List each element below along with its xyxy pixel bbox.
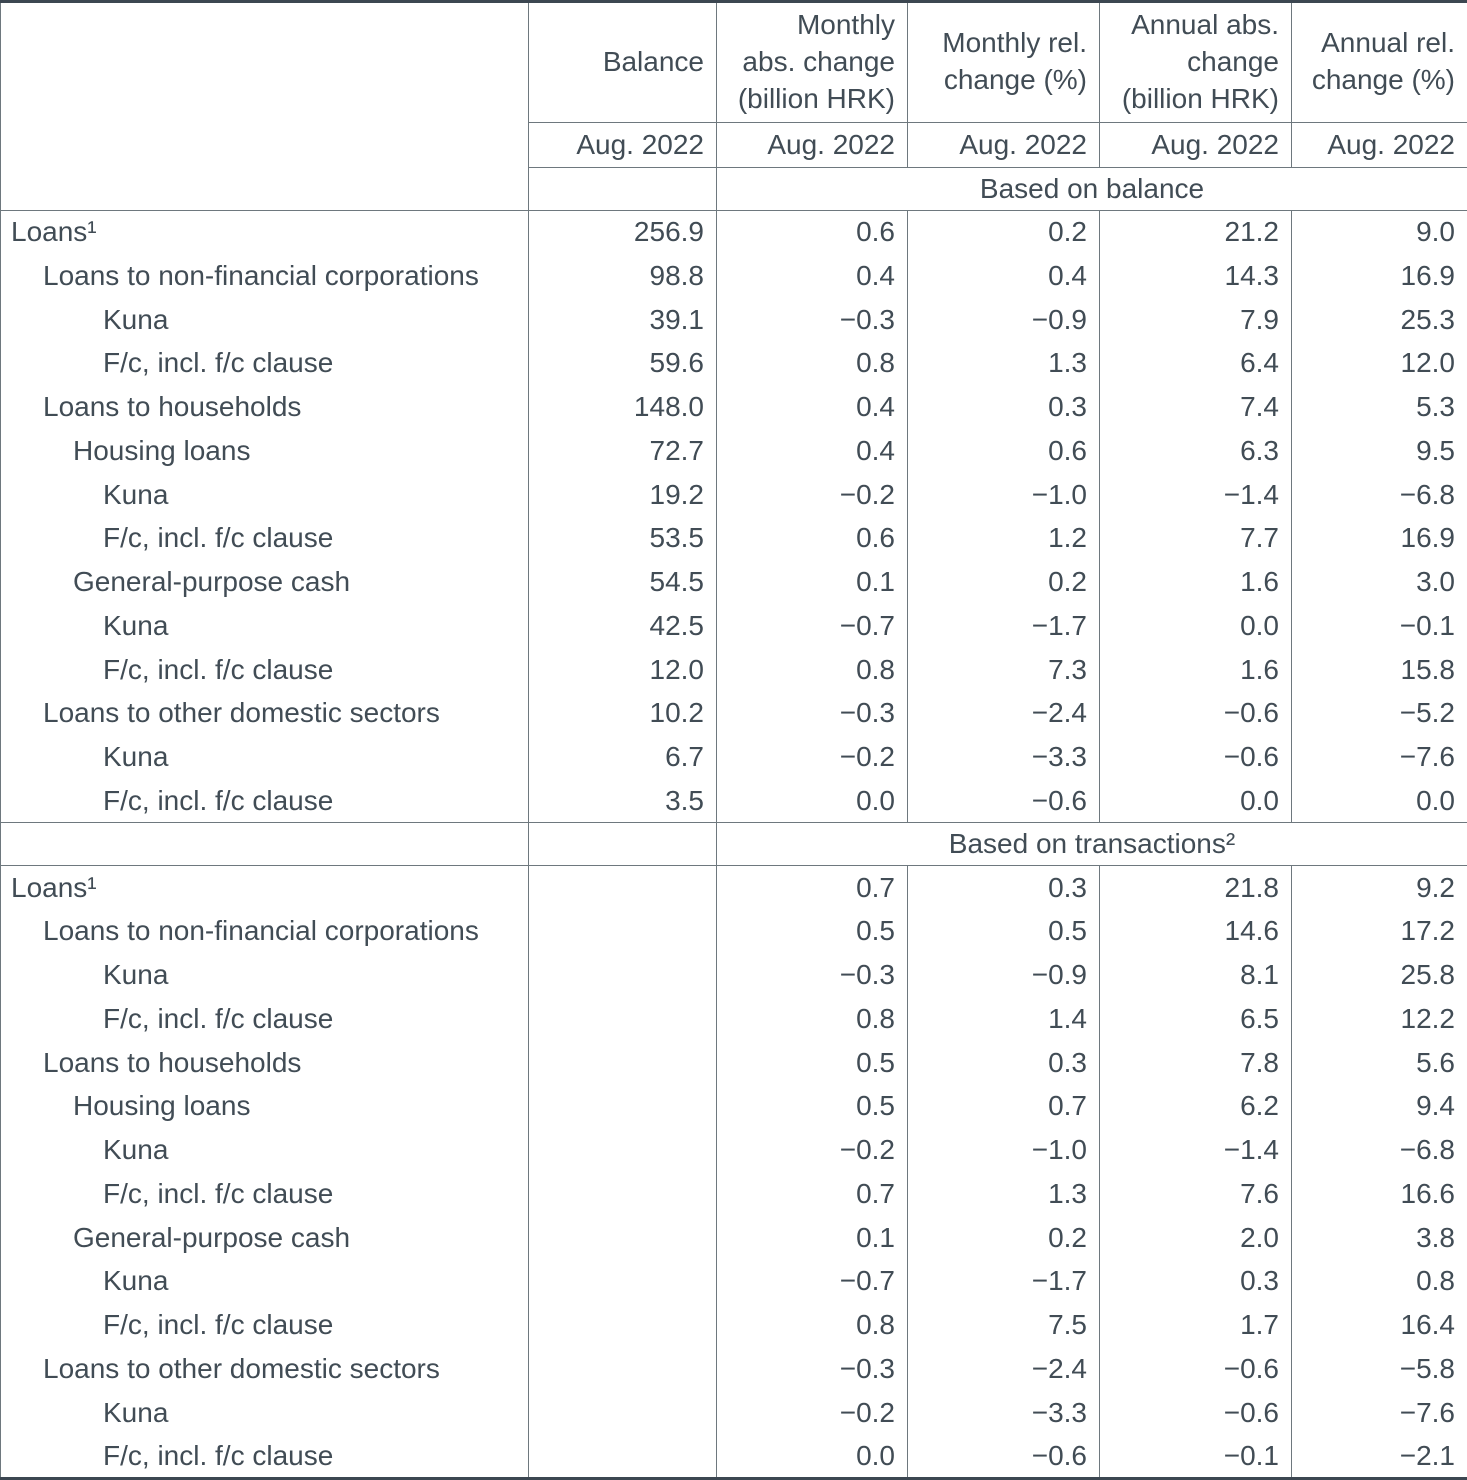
table-body [1,210,1467,1478]
table-row [1,298,1467,342]
cell-balance [529,1435,717,1479]
cell-monthly-abs-change: 0.0 [717,779,908,823]
row-label: Housing loans [1,429,529,473]
cell-annual-abs-change: 1.7 [1100,1303,1292,1347]
table-head [1,2,1467,211]
cell-monthly-abs-change: −0.2 [717,1128,908,1172]
cell-annual-rel-change: 12.2 [1292,997,1467,1041]
row-label: Kuna [1,953,529,997]
cell-annual-abs-change: 6.4 [1100,342,1292,386]
cell-balance [529,866,717,910]
cell-annual-rel-change: −0.1 [1292,604,1467,648]
cell-balance [529,953,717,997]
cell-annual-rel-change: 17.2 [1292,910,1467,954]
cell-monthly-abs-change: −0.3 [717,298,908,342]
table-row [1,735,1467,779]
row-label: General-purpose cash [1,560,529,604]
cell-balance [529,1216,717,1260]
cell-monthly-abs-change: −0.2 [717,735,908,779]
cell-balance: 148.0 [529,385,717,429]
row-label: Loans to other domestic sectors [1,1347,529,1391]
cell-balance: 54.5 [529,560,717,604]
cell-annual-abs-change: 21.8 [1100,866,1292,910]
corner-cell [1,2,529,211]
cell-annual-abs-change: 0.0 [1100,779,1292,823]
table-row [1,779,1467,823]
column-header-balance: Balance [529,2,717,123]
cell-monthly-rel-change: 1.2 [908,517,1100,561]
cell-annual-abs-change: 21.2 [1100,210,1292,254]
cell-balance: 72.7 [529,429,717,473]
row-label: Kuna [1,1391,529,1435]
column-header-annual-rel-change: Annual rel. change (%) [1292,2,1467,123]
cell-balance [529,1347,717,1391]
cell-annual-abs-change: −0.1 [1100,1435,1292,1479]
cell-annual-rel-change: 16.4 [1292,1303,1467,1347]
cell-annual-abs-change: −0.6 [1100,1347,1292,1391]
row-label: Kuna [1,604,529,648]
cell-annual-rel-change: 9.5 [1292,429,1467,473]
cell-balance: 10.2 [529,692,717,736]
cell-annual-abs-change: 7.4 [1100,385,1292,429]
table-row [1,1391,1467,1435]
cell-balance: 256.9 [529,210,717,254]
cell-annual-rel-change: −7.6 [1292,735,1467,779]
row-label: Kuna [1,298,529,342]
row-label: F/c, incl. f/c clause [1,779,529,823]
cell-monthly-abs-change: −0.3 [717,692,908,736]
cell-annual-rel-change: 15.8 [1292,648,1467,692]
empty-balance-cell [529,823,717,866]
cell-monthly-rel-change: −0.9 [908,298,1100,342]
cell-annual-abs-change: 6.5 [1100,997,1292,1041]
cell-annual-abs-change: 2.0 [1100,1216,1292,1260]
cell-annual-rel-change: 3.0 [1292,560,1467,604]
cell-balance: 39.1 [529,298,717,342]
cell-monthly-rel-change: 1.3 [908,1172,1100,1216]
cell-annual-rel-change: 5.6 [1292,1041,1467,1085]
cell-annual-rel-change: 9.2 [1292,866,1467,910]
cell-monthly-abs-change: 0.0 [717,1435,908,1479]
period-header-balance: Aug. 2022 [529,122,717,167]
cell-monthly-abs-change: 0.4 [717,385,908,429]
cell-annual-rel-change: −6.8 [1292,1128,1467,1172]
row-label: Loans¹ [1,210,529,254]
cell-monthly-abs-change: 0.5 [717,1041,908,1085]
cell-annual-abs-change: 6.3 [1100,429,1292,473]
cell-monthly-abs-change: 0.6 [717,517,908,561]
cell-monthly-abs-change: 0.7 [717,1172,908,1216]
cell-monthly-abs-change: 0.8 [717,997,908,1041]
row-label: F/c, incl. f/c clause [1,517,529,561]
table-row [1,1085,1467,1129]
cell-monthly-abs-change: −0.3 [717,953,908,997]
section-title: Based on transactions² [717,823,1467,866]
table-row [1,866,1467,910]
cell-annual-rel-change: 0.0 [1292,779,1467,823]
table-row [1,604,1467,648]
table-row [1,910,1467,954]
cell-monthly-rel-change: 0.7 [908,1085,1100,1129]
cell-monthly-abs-change: 0.7 [717,866,908,910]
cell-annual-abs-change: 7.8 [1100,1041,1292,1085]
cell-annual-rel-change: −7.6 [1292,1391,1467,1435]
table-row [1,1128,1467,1172]
cell-annual-rel-change: 9.0 [1292,210,1467,254]
cell-annual-rel-change: 12.0 [1292,342,1467,386]
table-row [1,1347,1467,1391]
cell-monthly-rel-change: −0.6 [908,779,1100,823]
row-label: Kuna [1,735,529,779]
row-label: Loans¹ [1,866,529,910]
header-row-titles [1,2,1467,123]
row-label: Kuna [1,473,529,517]
cell-balance [529,1172,717,1216]
cell-annual-abs-change: 0.0 [1100,604,1292,648]
row-label: Loans to households [1,1041,529,1085]
cell-annual-rel-change: −2.1 [1292,1435,1467,1479]
row-label: F/c, incl. f/c clause [1,648,529,692]
cell-monthly-rel-change: 1.3 [908,342,1100,386]
cell-annual-rel-change: −5.8 [1292,1347,1467,1391]
table-row [1,1435,1467,1479]
column-header-monthly-rel-change: Monthly rel. change (%) [908,2,1100,123]
cell-monthly-rel-change: −1.0 [908,473,1100,517]
cell-balance: 42.5 [529,604,717,648]
cell-balance [529,997,717,1041]
cell-balance [529,1085,717,1129]
cell-monthly-rel-change: 0.4 [908,254,1100,298]
cell-monthly-abs-change: −0.7 [717,604,908,648]
cell-monthly-abs-change: 0.4 [717,254,908,298]
row-label: Housing loans [1,1085,529,1129]
column-header-monthly-abs-change: Monthly abs. change (billion HRK) [717,2,908,123]
cell-annual-rel-change: 25.8 [1292,953,1467,997]
cell-monthly-abs-change: 0.5 [717,910,908,954]
cell-balance: 6.7 [529,735,717,779]
cell-annual-abs-change: 14.6 [1100,910,1292,954]
table-row [1,210,1467,254]
cell-monthly-abs-change: −0.3 [717,1347,908,1391]
empty-label-cell [1,823,529,866]
cell-monthly-abs-change: −0.2 [717,473,908,517]
cell-monthly-abs-change: 0.8 [717,1303,908,1347]
cell-monthly-abs-change: 0.8 [717,342,908,386]
cell-annual-rel-change: −6.8 [1292,473,1467,517]
table-row [1,692,1467,736]
cell-monthly-rel-change: 0.2 [908,210,1100,254]
period-header-monthly-abs-change: Aug. 2022 [717,122,908,167]
period-header-annual-abs-change: Aug. 2022 [1100,122,1292,167]
table-row [1,1172,1467,1216]
cell-monthly-rel-change: 7.5 [908,1303,1100,1347]
cell-annual-rel-change: 16.9 [1292,517,1467,561]
cell-monthly-rel-change: −2.4 [908,1347,1100,1391]
table-row [1,1260,1467,1304]
table-row [1,648,1467,692]
cell-monthly-rel-change: 0.3 [908,866,1100,910]
cell-annual-rel-change: 16.6 [1292,1172,1467,1216]
row-label: Kuna [1,1128,529,1172]
empty-balance-cell [529,167,717,210]
cell-monthly-rel-change: 1.4 [908,997,1100,1041]
cell-monthly-abs-change: −0.7 [717,1260,908,1304]
cell-monthly-rel-change: −1.7 [908,1260,1100,1304]
row-label: General-purpose cash [1,1216,529,1260]
cell-monthly-rel-change: −1.7 [908,604,1100,648]
cell-monthly-rel-change: −0.9 [908,953,1100,997]
cell-annual-abs-change: 7.6 [1100,1172,1292,1216]
row-label: F/c, incl. f/c clause [1,342,529,386]
cell-balance: 98.8 [529,254,717,298]
cell-annual-rel-change: 5.3 [1292,385,1467,429]
cell-balance [529,1391,717,1435]
cell-balance [529,1128,717,1172]
table-row [1,517,1467,561]
cell-monthly-rel-change: −3.3 [908,1391,1100,1435]
cell-balance [529,1041,717,1085]
cell-balance: 53.5 [529,517,717,561]
table-row [1,1216,1467,1260]
table-row [1,254,1467,298]
cell-monthly-abs-change: 0.5 [717,1085,908,1129]
cell-balance [529,1303,717,1347]
row-label: Loans to households [1,385,529,429]
table-row [1,997,1467,1041]
row-label: Loans to non-financial corporations [1,254,529,298]
cell-balance: 19.2 [529,473,717,517]
cell-monthly-abs-change: −0.2 [717,1391,908,1435]
cell-annual-abs-change: −0.6 [1100,1391,1292,1435]
cell-annual-rel-change: −5.2 [1292,692,1467,736]
cell-annual-rel-change: 25.3 [1292,298,1467,342]
table-row [1,385,1467,429]
row-label: F/c, incl. f/c clause [1,1303,529,1347]
cell-monthly-rel-change: 0.2 [908,1216,1100,1260]
cell-annual-abs-change: 1.6 [1100,648,1292,692]
cell-annual-abs-change: 7.9 [1100,298,1292,342]
row-label: F/c, incl. f/c clause [1,1172,529,1216]
cell-monthly-abs-change: 0.1 [717,1216,908,1260]
table-row [1,560,1467,604]
cell-balance [529,1260,717,1304]
cell-monthly-abs-change: 0.1 [717,560,908,604]
table-row [1,429,1467,473]
period-header-monthly-rel-change: Aug. 2022 [908,122,1100,167]
cell-monthly-rel-change: 0.5 [908,910,1100,954]
cell-annual-abs-change: 14.3 [1100,254,1292,298]
column-header-annual-abs-change: Annual abs. change (billion HRK) [1100,2,1292,123]
cell-monthly-rel-change: 0.2 [908,560,1100,604]
cell-annual-abs-change: −0.6 [1100,735,1292,779]
cell-annual-abs-change: −0.6 [1100,692,1292,736]
cell-balance: 12.0 [529,648,717,692]
section-title: Based on balance [717,167,1467,210]
cell-annual-abs-change: 1.6 [1100,560,1292,604]
cell-annual-abs-change: 6.2 [1100,1085,1292,1129]
cell-monthly-rel-change: 0.6 [908,429,1100,473]
cell-annual-abs-change: 8.1 [1100,953,1292,997]
cell-monthly-rel-change: −1.0 [908,1128,1100,1172]
cell-annual-rel-change: 9.4 [1292,1085,1467,1129]
cell-monthly-abs-change: 0.6 [717,210,908,254]
cell-balance [529,910,717,954]
cell-monthly-abs-change: 0.4 [717,429,908,473]
cell-annual-abs-change: 7.7 [1100,517,1292,561]
row-label: F/c, incl. f/c clause [1,1435,529,1479]
table-row [1,953,1467,997]
cell-annual-abs-change: −1.4 [1100,1128,1292,1172]
cell-balance: 59.6 [529,342,717,386]
row-label: Loans to non-financial corporations [1,910,529,954]
row-label: F/c, incl. f/c clause [1,997,529,1041]
table-row [1,342,1467,386]
cell-monthly-rel-change: −2.4 [908,692,1100,736]
section-heading-row [1,823,1467,866]
table-row [1,1303,1467,1347]
table-row [1,473,1467,517]
cell-annual-rel-change: 0.8 [1292,1260,1467,1304]
period-header-annual-rel-change: Aug. 2022 [1292,122,1467,167]
cell-monthly-rel-change: 0.3 [908,385,1100,429]
cell-balance: 3.5 [529,779,717,823]
row-label: Loans to other domestic sectors [1,692,529,736]
cell-annual-abs-change: −1.4 [1100,473,1292,517]
cell-monthly-rel-change: −3.3 [908,735,1100,779]
table-row [1,1041,1467,1085]
cell-monthly-rel-change: 0.3 [908,1041,1100,1085]
cell-annual-rel-change: 3.8 [1292,1216,1467,1260]
cell-monthly-rel-change: −0.6 [908,1435,1100,1479]
row-label: Kuna [1,1260,529,1304]
cell-annual-rel-change: 16.9 [1292,254,1467,298]
cell-annual-abs-change: 0.3 [1100,1260,1292,1304]
cell-monthly-rel-change: 7.3 [908,648,1100,692]
cell-monthly-abs-change: 0.8 [717,648,908,692]
